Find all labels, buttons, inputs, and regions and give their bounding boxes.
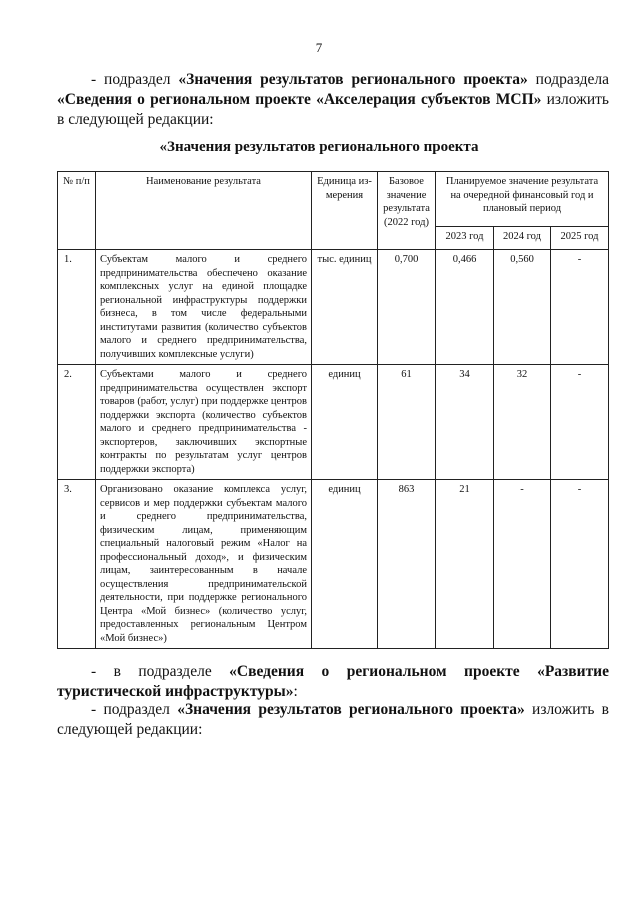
table-heading: «Значения результатов регионального проекта — [159, 139, 479, 155]
row-2025: - — [551, 365, 609, 480]
results-table — [57, 171, 609, 649]
row-2023: 0,466 — [436, 250, 494, 365]
row-2025: - — [551, 250, 609, 365]
row-num: 1. — [58, 250, 96, 365]
para1-bold-2: «Сведения о региональном проекте «Акселерация субъектов МСП» — [57, 91, 542, 108]
row-unit: единиц — [312, 365, 378, 480]
page-number: 7 — [315, 40, 323, 55]
row-base: 61 — [378, 365, 436, 480]
row-name: Субъектами малого и среднего предпринимательства осуществлен экспорт товаров (работ, услуг) при поддержке центров поддержки экспорта (количество субъектов малого и среднего предпринимательства - экспортеров, заключивших экспортные контракты по результатам услуг центров поддержки экспорта) — [96, 365, 312, 480]
row-base: 863 — [378, 480, 436, 649]
row-2025: - — [551, 480, 609, 649]
paragraph-3 — [57, 700, 609, 740]
para3-pre: - подраздел — [91, 701, 178, 718]
para3-post: изложить в следующей редакции: — [57, 701, 609, 738]
paragraph-2 — [57, 662, 609, 702]
header-planned: Планируемое значение результата на очередной финансовый год и плановый период — [436, 172, 609, 227]
header-year-2024: 2024 год — [494, 227, 551, 250]
table-row — [58, 250, 609, 365]
row-2024: - — [494, 480, 551, 649]
table-header-row — [58, 172, 609, 227]
para3-bold: «Значения результатов регионального проекта» — [177, 701, 525, 718]
para2-bold: «Сведения о региональном проекте «Развитие туристической инфраструктуры» — [57, 663, 609, 700]
row-2023: 21 — [436, 480, 494, 649]
para1-pre: - подраздел — [91, 71, 179, 88]
table-row — [58, 365, 609, 480]
header-num: № п/п — [58, 172, 96, 250]
para1-post: изложить в следующей редакции: — [57, 91, 609, 128]
para1-bold-1: «Значения результатов регионального проекта» — [178, 71, 528, 88]
row-num: 2. — [58, 365, 96, 480]
row-base: 0,700 — [378, 250, 436, 365]
para1-mid: подраздела — [527, 71, 609, 88]
row-unit: единиц — [312, 480, 378, 649]
table-row — [58, 480, 609, 649]
para2-post: : — [293, 683, 298, 700]
paragraph-1 — [57, 70, 609, 130]
row-name: Субъектам малого и среднего предпринимательства обеспечено оказание комплексных услуг на единой площадке региональной инфраструктуры поддержки бизнеса, в том числе федеральными институтами развития (количество субъектов малого и среднего предпринимательства, получивших комплексные услуги) — [96, 250, 312, 365]
header-base: Базовое значение результата (2022 год) — [378, 172, 436, 250]
para2-pre: - в подразделе — [91, 663, 230, 680]
row-num: 3. — [58, 480, 96, 649]
row-unit: тыс. единиц — [312, 250, 378, 365]
header-year-2025: 2025 год — [551, 227, 609, 250]
row-name: Организовано оказание комплекса услуг, сервисов и мер поддержки субъектам малого и среднего предпринимательства, физическим лицам, применяющим специальный налоговый режим «Налог на профессиональный доход», и физическим лицам, заинтересованным в начале осуществления предпринимательской деятельности, при поддержке регионального Центра «Мой бизнес» (количество услуг, предоставленных региональным Центром «Мой бизнес») — [96, 480, 312, 649]
header-unit: Единица из-мерения — [312, 172, 378, 250]
row-2024: 32 — [494, 365, 551, 480]
header-year-2023: 2023 год — [436, 227, 494, 250]
header-name: Наименование результата — [96, 172, 312, 250]
row-2023: 34 — [436, 365, 494, 480]
row-2024: 0,560 — [494, 250, 551, 365]
